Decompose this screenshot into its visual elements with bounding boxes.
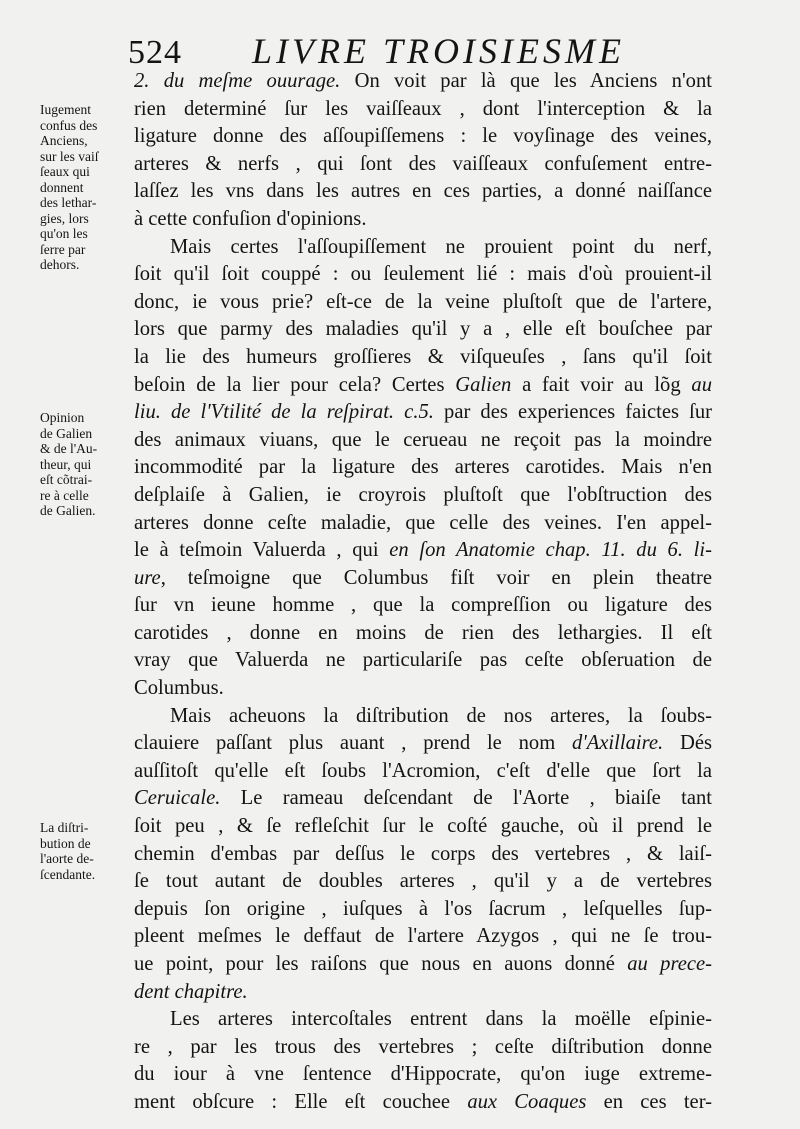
text-run: Ceruicale. — [134, 787, 221, 810]
text-run: la lie des humeurs groſſieres & viſqueuſes , ſans qu'il ſoit — [134, 345, 712, 368]
text-run: 2. du meſme ouurage. — [134, 70, 341, 92]
text-run: Le rameau deſcendant de l'Aorte , biaiſe tant — [220, 787, 712, 810]
text-line — [134, 565, 712, 593]
margin-note-line: theur, qui — [40, 456, 92, 472]
text-run: beſoin de la lier pour cela? Certes — [134, 373, 456, 396]
text-run: pleent meſmes le deffaut de l'artere Azygos , qui ne ſe trou- — [134, 925, 712, 948]
text-line — [134, 675, 712, 703]
text-line — [134, 510, 712, 538]
text-run: Mais acheuons la diſtribution de nos arteres, la ſoubs- — [170, 704, 712, 727]
text-run: ſe tout autant de doubles arteres , qu'il y a de vertebres — [134, 870, 712, 893]
text-run: des animaux viuans, que le cerueau ne reçoit pas la moindre — [134, 428, 712, 451]
text-line — [134, 178, 712, 206]
text-run: auſſitoſt qu'elle eſt ſoubs l'Acromion, c'eſt d'elle que ſort la — [134, 759, 712, 782]
text-line — [134, 399, 712, 427]
margin-note-line: & de l'Au- — [40, 441, 98, 456]
margin-note-line: re à celle — [40, 487, 89, 503]
text-run: ſur vn ieune homme , que la compreſſion ou ligature des — [134, 594, 712, 617]
margin-note-line: sur les vaiſ — [40, 148, 99, 164]
text-run: d'Axillaire. — [572, 732, 664, 755]
text-run: Columbus. — [134, 677, 224, 700]
text-run: Galien — [455, 373, 512, 396]
text-run: depuis ſon origine , iuſques à l'os ſacrum , leſquelles ſup- — [134, 897, 712, 920]
margin-note-line: gies, lors — [40, 210, 89, 226]
text-run: laſſez les vns dans les autres en ces parties, a donné naiſſance — [134, 180, 712, 203]
page-number: 524 — [128, 34, 182, 71]
text-line — [134, 206, 712, 234]
margin-note-line: de Galien. — [40, 503, 96, 518]
margin-note-galen-opinion — [40, 410, 97, 519]
text-line — [134, 344, 712, 372]
margin-note-ancient-judgment — [40, 102, 99, 273]
text-run: rien determiné ſur les vaiſſeaux , dont l'interception & la — [134, 97, 712, 120]
text-line — [134, 454, 712, 482]
text-line — [134, 785, 712, 813]
margin-note-line: La diſtri- — [40, 820, 89, 835]
text-line — [134, 647, 712, 675]
margin-note-line: eſt cõtrai- — [40, 472, 93, 487]
text-line — [134, 813, 712, 841]
margin-note-line: Anciens, — [40, 133, 88, 148]
text-line — [134, 592, 712, 620]
running-title: LIVRE TROISIESME — [252, 31, 625, 71]
text-line — [134, 427, 712, 455]
text-run: a fait voir au lõg — [511, 373, 692, 396]
text-run: , teſmoigne que Columbus fiſt voir en plein theatre — [160, 566, 712, 589]
margin-note-line: dehors. — [40, 257, 80, 272]
text-run: ue point, pour les raiſons que nous en auons donné — [134, 953, 628, 975]
text-run: donc, ie vous prie? eſt-ce de la veine pluſtoſt que de l'artere, — [134, 290, 712, 313]
text-line — [134, 620, 712, 648]
text-line — [134, 1034, 712, 1062]
text-line — [134, 372, 712, 400]
margin-note-line: de Galien — [40, 425, 93, 441]
text-run: à cette confuſion d'opinions. — [134, 207, 367, 230]
text-run: liu. de l'Vtilité de la reſpirat. c.5. — [134, 401, 434, 424]
text-line — [134, 896, 712, 924]
margin-note-line: ſeaux qui — [40, 164, 90, 179]
text-line — [134, 703, 712, 731]
text-line — [134, 234, 712, 262]
text-run: carotides , donne en moins de rien des lethargies. Il eſt — [134, 621, 712, 644]
text-line — [134, 289, 712, 317]
text-line — [134, 923, 712, 951]
body-text — [134, 68, 712, 1117]
text-run: incommodité par la ligature des arteres carotides. Mais n'en — [134, 456, 712, 479]
text-run: ſoit peu , & ſe refleſchit ſur le coſté gauche, où il prend le — [134, 815, 712, 838]
text-line — [134, 758, 712, 786]
text-run: Dés — [663, 732, 712, 755]
text-run: Les arteres intercoſtales entrent dans la moëlle eſpinie- — [170, 1008, 712, 1031]
margin-note-line: confus des — [40, 117, 98, 133]
margin-note-line: des lethar- — [40, 195, 97, 210]
text-line — [134, 68, 712, 96]
margin-note-line: qu'on les — [40, 226, 88, 241]
text-line — [134, 482, 712, 510]
text-run: chemin d'embas par deſſus le corps des vertebres , & laiſ- — [134, 842, 712, 865]
text-line — [134, 730, 712, 758]
text-run: Mais certes l'aſſoupiſſement ne prouient point du nerf, — [170, 235, 712, 258]
text-run: en ſon Anatomie chap. 11. du 6. li- — [389, 539, 712, 562]
text-line — [134, 951, 712, 979]
text-run: ſoit qu'il ſoit couppé : ou ſeulement lié : mais d'où prouient-il — [134, 263, 712, 286]
text-run: aux Coaques — [467, 1090, 587, 1113]
text-run: vray que Valuerda ne particulariſe pas ceſte obſeruation de — [134, 649, 712, 672]
text-line — [134, 96, 712, 124]
text-run: le à teſmoin Valuerda , qui — [134, 539, 390, 562]
margin-note-line: ſcendante. — [40, 866, 96, 882]
text-line — [134, 1006, 712, 1034]
text-run: en ces ter- — [586, 1090, 712, 1113]
text-line — [134, 123, 712, 151]
margin-note-line: bution de — [40, 835, 91, 851]
text-line — [134, 261, 712, 289]
text-run: re , par les trous des vertebres ; ceſte diſtribution donne — [134, 1035, 712, 1058]
text-run: clauiere paſſant plus auant , prend le nom — [134, 732, 573, 755]
text-line — [134, 1089, 712, 1117]
margin-note-line: Iugement — [40, 102, 91, 117]
text-run: ment obſcure : Elle eſt couchee — [134, 1090, 468, 1113]
text-line — [134, 841, 712, 869]
margin-note-line: l'aorte de- — [40, 851, 94, 866]
text-run: ligature donne des aſſoupiſſemens : le voyſinage des veines, — [134, 125, 712, 148]
text-run: ure — [134, 566, 161, 589]
text-run: au — [691, 373, 712, 396]
text-run: dent chapitre. — [134, 980, 248, 1003]
margin-note-line: ſerre par — [40, 241, 86, 257]
text-line — [134, 537, 712, 565]
text-run: du iour à vne ſentence d'Hippocrate, qu'on iuge extreme- — [134, 1063, 712, 1086]
text-line — [134, 868, 712, 896]
margin-note-line: Opinion — [40, 410, 85, 425]
text-line — [134, 979, 712, 1007]
text-line — [134, 151, 712, 179]
text-run: arteres donne ceſte maladie, que celle des veines. I'en appel- — [134, 511, 712, 534]
text-run: arteres & nerfs , qui ſont des vaiſſeaux confuſement entre- — [134, 152, 712, 175]
text-run: au prece- — [627, 953, 712, 975]
text-line — [134, 1061, 712, 1089]
text-run: par des experiences faictes ſur — [433, 401, 712, 424]
text-line — [134, 316, 712, 344]
text-run: lors que parmy des maladies qu'il y a , elle eſt bouſchee par — [134, 318, 712, 341]
margin-note-line: donnent — [40, 179, 84, 195]
text-run: On voit par là que les Anciens n'ont — [340, 70, 712, 92]
text-run: deſplaiſe à Galien, ie croyrois pluſtoſt que l'obſtruction des — [134, 483, 712, 506]
margin-note-aorta-distribution — [40, 820, 95, 882]
